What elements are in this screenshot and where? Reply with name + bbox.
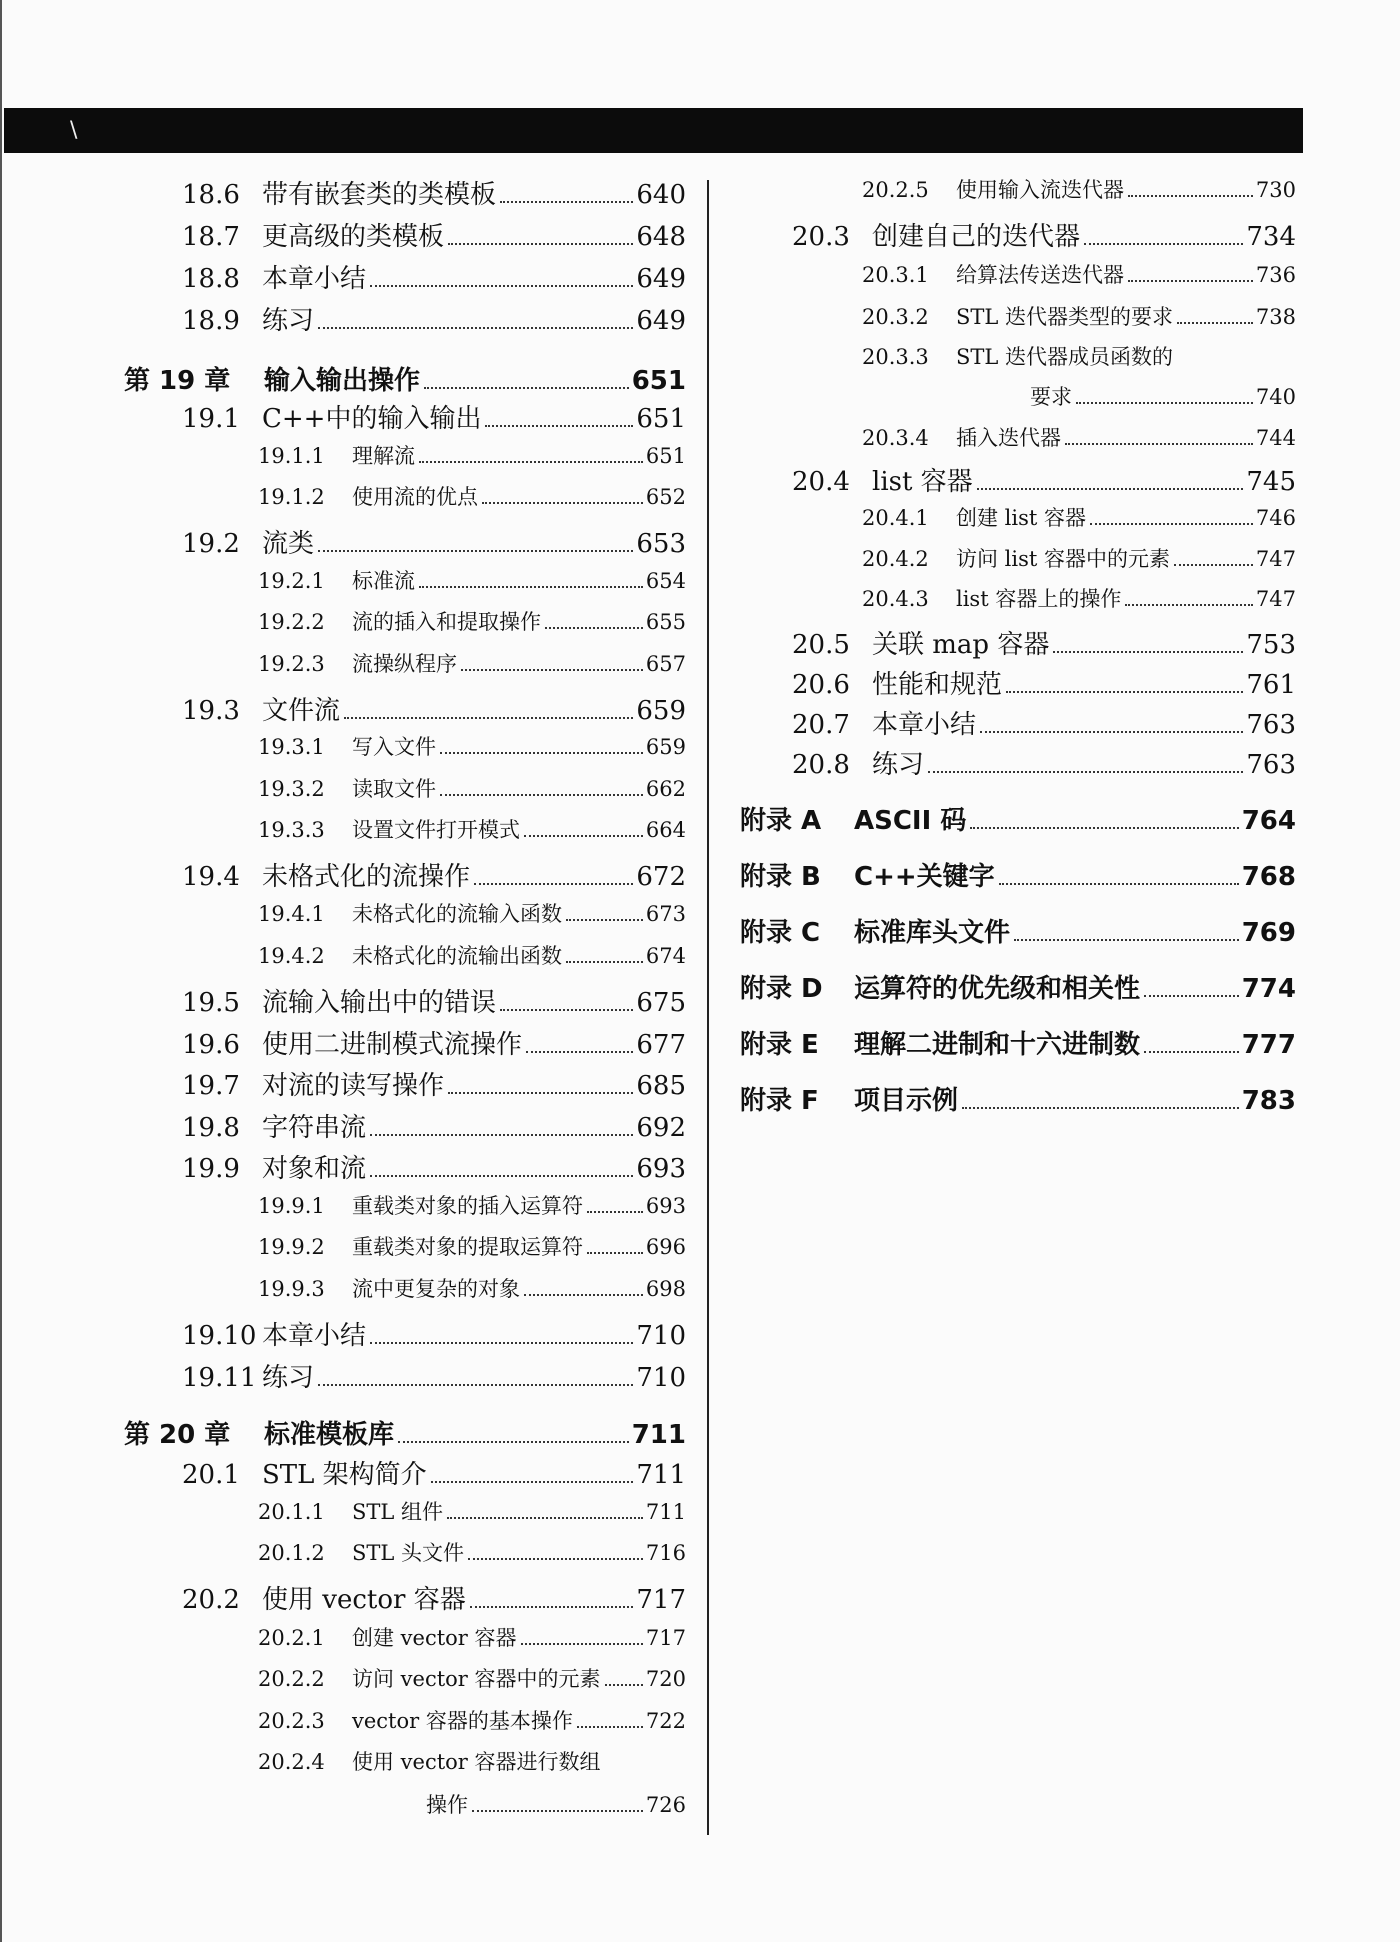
- toc-page-number: 677: [636, 1030, 686, 1060]
- leader-dots: [419, 586, 643, 588]
- toc-entry-title: list 容器上的操作: [956, 587, 1122, 611]
- leader-dots: [1084, 243, 1243, 245]
- toc-page-number: 662: [645, 777, 686, 801]
- toc-entry-number: 19.3: [182, 696, 240, 726]
- toc-entry-title: 创建 list 容器: [956, 506, 1086, 530]
- toc-page-number: 711: [645, 1500, 686, 1524]
- toc-entry-number: 19.1: [182, 404, 240, 434]
- toc-entry-number: 20.3.2: [862, 305, 929, 329]
- toc-entry-title: STL 头文件: [352, 1541, 465, 1565]
- leader-dots: [1065, 443, 1253, 445]
- toc-entry-title: 操作: [426, 1793, 468, 1817]
- leader-dots: [566, 919, 643, 921]
- toc-page-number: 763: [1246, 750, 1296, 780]
- toc-entry-number: 20.8: [792, 750, 850, 780]
- toc-page-number: 736: [1255, 263, 1296, 287]
- toc-entry-title: 更高级的类模板: [262, 222, 445, 252]
- leader-dots: [472, 1810, 643, 1812]
- toc-entry-number: 19.2.3: [258, 652, 325, 676]
- toc-page-number: 745: [1246, 467, 1296, 497]
- toc-entry-title: 访问 vector 容器中的元素: [352, 1667, 601, 1691]
- toc-entry: [182, 1107, 686, 1141]
- toc-entry: [862, 259, 1296, 293]
- toc-entry: [862, 543, 1296, 577]
- toc-entry: [182, 1148, 686, 1182]
- leader-dots: [526, 1051, 633, 1053]
- toc-page-number: 783: [1241, 1086, 1296, 1116]
- leader-dots: [440, 752, 643, 754]
- toc-entry-number: 18.6: [182, 180, 240, 210]
- toc-entry-number: 20.1.1: [258, 1500, 325, 1524]
- leader-dots: [419, 461, 643, 463]
- toc-page-number: 764: [1241, 806, 1296, 836]
- leader-dots: [461, 669, 643, 671]
- toc-entry: [182, 1454, 686, 1488]
- toc-entry-title: 访问 list 容器中的元素: [956, 547, 1170, 571]
- toc-entry-number: 20.4.2: [862, 547, 929, 571]
- toc-entry: [862, 381, 1296, 415]
- leader-dots: [1128, 280, 1253, 282]
- toc-page-number: 740: [1255, 385, 1296, 409]
- leader-dots: [524, 835, 643, 837]
- toc-entry: [258, 1537, 686, 1571]
- leader-dots: [398, 1441, 629, 1443]
- toc-page-number: 711: [631, 1420, 686, 1450]
- toc-entry: [862, 502, 1296, 536]
- toc-page-number: 722: [645, 1709, 686, 1733]
- toc-entry-title: 流中更复杂的对象: [352, 1277, 520, 1301]
- toc-entry: [258, 565, 686, 599]
- toc-page-number: 648: [636, 222, 686, 252]
- toc-entry: [258, 481, 686, 515]
- leader-dots: [1090, 523, 1253, 525]
- toc-entry-title: 练习: [262, 306, 315, 336]
- leader-dots: [605, 1684, 643, 1686]
- toc-page-number: 693: [636, 1154, 686, 1184]
- toc-entry-number: 19.9: [182, 1154, 240, 1184]
- toc-entry-title: 本章小结: [262, 1321, 367, 1351]
- toc-entry-number: 19.3.3: [258, 818, 325, 842]
- toc-entry-title: 标准模板库: [264, 1420, 395, 1450]
- toc-entry: [258, 440, 686, 474]
- toc-entry-number: 20.7: [792, 710, 850, 740]
- toc-entry-title: 运算符的优先级和相关性: [854, 974, 1141, 1004]
- toc-entry: [182, 1024, 686, 1058]
- leader-dots: [344, 717, 633, 719]
- toc-page-number: 774: [1241, 974, 1296, 1004]
- toc-entry-number: 19.5: [182, 988, 240, 1018]
- toc-entry-number: 附录 C: [740, 918, 821, 948]
- toc-page-number: 711: [636, 1460, 686, 1490]
- toc-entry: [182, 1357, 686, 1391]
- leader-dots: [447, 1517, 643, 1519]
- toc-entry: [182, 216, 686, 250]
- toc-entry: [258, 648, 686, 682]
- toc-entry-title: 流操纵程序: [352, 652, 457, 676]
- toc-page-number: 640: [636, 180, 686, 210]
- toc-entry-number: 18.8: [182, 264, 240, 294]
- toc-entry: [862, 174, 1296, 208]
- toc-entry-title: 标准流: [352, 569, 415, 593]
- toc-entry: [258, 1789, 686, 1823]
- toc-page-number: 653: [636, 529, 686, 559]
- toc-entry-number: 20.2.2: [258, 1667, 325, 1691]
- toc-page-number: 747: [1255, 547, 1296, 571]
- toc-entry: [862, 422, 1296, 456]
- toc-entry-number: 20.2: [182, 1585, 240, 1615]
- toc-entry-number: 19.9.1: [258, 1194, 325, 1218]
- leader-dots: [482, 502, 643, 504]
- toc-entry-number: 19.3.1: [258, 735, 325, 759]
- toc-entry-number: 19.2.2: [258, 610, 325, 634]
- toc-entry: [182, 690, 686, 724]
- leader-dots: [1014, 939, 1239, 941]
- toc-appendix-entry: [740, 912, 1296, 946]
- toc-entry: [182, 300, 686, 334]
- toc-entry-title: 重载类对象的提取运算符: [352, 1235, 583, 1259]
- toc-page-number: 698: [645, 1277, 686, 1301]
- toc-entry-title: ASCII 码: [854, 806, 967, 836]
- toc-entry-number: 19.7: [182, 1071, 240, 1101]
- page-left-edge: [0, 0, 2, 1942]
- leader-dots: [1177, 322, 1253, 324]
- toc-entry: [258, 1663, 686, 1697]
- leader-dots: [521, 1643, 643, 1645]
- toc-entry: [182, 856, 686, 890]
- toc-page-number: 763: [1246, 710, 1296, 740]
- leader-dots: [318, 1384, 633, 1386]
- toc-page-number: 720: [645, 1667, 686, 1691]
- toc-entry: [792, 216, 1296, 250]
- toc-entry: [182, 398, 686, 432]
- toc-entry: [182, 1579, 686, 1613]
- leader-dots: [587, 1211, 643, 1213]
- toc-entry: [258, 773, 686, 807]
- toc-entry-number: 19.4.2: [258, 944, 325, 968]
- toc-page-number: 717: [636, 1585, 686, 1615]
- toc-entry-title: 关联 map 容器: [872, 630, 1050, 660]
- leader-dots: [1125, 604, 1253, 606]
- toc-page-number: 769: [1241, 918, 1296, 948]
- toc-entry-number: 20.6: [792, 670, 850, 700]
- leader-dots: [468, 1558, 643, 1560]
- leader-dots: [587, 1252, 643, 1254]
- toc-page-number: 673: [645, 902, 686, 926]
- toc-page-number: 664: [645, 818, 686, 842]
- toc-entry-title: 文件流: [262, 696, 341, 726]
- toc-page-number: 651: [636, 404, 686, 434]
- toc-page-number: 649: [636, 264, 686, 294]
- toc-page-number: 734: [1246, 222, 1296, 252]
- toc-page-number: 651: [631, 366, 686, 396]
- toc-entry-title: 使用流的优点: [352, 485, 478, 509]
- toc-page-number: 692: [636, 1113, 686, 1143]
- leader-dots: [1053, 651, 1243, 653]
- toc-entry-title: 标准库头文件: [854, 918, 1011, 948]
- leader-dots: [448, 243, 633, 245]
- toc-entry-title: 流的插入和提取操作: [352, 610, 541, 634]
- header-mark: \: [70, 118, 78, 143]
- leader-dots: [566, 961, 643, 963]
- toc-entry-title: 要求: [1030, 385, 1072, 409]
- toc-page-number: 675: [636, 988, 686, 1018]
- leader-dots: [424, 387, 629, 389]
- toc-page-number: 717: [645, 1626, 686, 1650]
- toc-entry-number: 第 19 章: [124, 366, 231, 396]
- toc-entry-title: 创建自己的迭代器: [872, 222, 1081, 252]
- toc-page-number: 744: [1255, 426, 1296, 450]
- leader-dots: [500, 1009, 633, 1011]
- leader-dots: [370, 285, 633, 287]
- toc-page-number: 730: [1255, 178, 1296, 202]
- toc-entry-number: 20.4.1: [862, 506, 929, 530]
- toc-page-number: 651: [645, 444, 686, 468]
- toc-entry-title: vector 容器的基本操作: [352, 1709, 573, 1733]
- leader-dots: [440, 794, 643, 796]
- toc-page-number: 659: [636, 696, 686, 726]
- toc-entry: [258, 1190, 686, 1224]
- toc-entry-number: 19.4.1: [258, 902, 325, 926]
- toc-entry-number: 20.2.5: [862, 178, 929, 202]
- toc-page-number: 654: [645, 569, 686, 593]
- toc-entry: [792, 664, 1296, 698]
- toc-page-number: 738: [1255, 305, 1296, 329]
- leader-dots: [1128, 195, 1253, 197]
- leader-dots: [977, 488, 1244, 490]
- toc-entry-number: 20.2.1: [258, 1626, 325, 1650]
- toc-entry-title: 使用 vector 容器: [262, 1585, 466, 1615]
- leader-dots: [370, 1134, 633, 1136]
- toc-page-number: 716: [645, 1541, 686, 1565]
- leader-dots: [1076, 402, 1253, 404]
- leader-dots: [999, 883, 1239, 885]
- toc-entry-number: 20.3.3: [862, 345, 929, 369]
- toc-entry-title: C++关键字: [854, 862, 995, 892]
- toc-entry-title: 输入输出操作: [264, 366, 421, 396]
- toc-chapter-entry: [124, 360, 686, 394]
- toc-page-number: 777: [1241, 1030, 1296, 1060]
- toc-entry-title: 本章小结: [872, 710, 977, 740]
- toc-entry-number: 20.2.4: [258, 1750, 325, 1774]
- toc-entry: [182, 982, 686, 1016]
- toc-entry: [792, 744, 1296, 778]
- leader-dots: [1006, 691, 1243, 693]
- toc-entry-title: 流输入输出中的错误: [262, 988, 497, 1018]
- toc-entry-title: STL 迭代器类型的要求: [956, 305, 1174, 329]
- toc-entry-title: STL 组件: [352, 1500, 444, 1524]
- toc-entry: [182, 258, 686, 292]
- toc-entry-title: 未格式化的流输出函数: [352, 944, 562, 968]
- leader-dots: [1144, 1051, 1239, 1053]
- toc-entry-title: 未格式化的流输入函数: [352, 902, 562, 926]
- toc-entry-number: 19.1.2: [258, 485, 325, 509]
- leader-dots: [370, 1175, 633, 1177]
- toc-entry-number: 20.1: [182, 1460, 240, 1490]
- toc-entry: [862, 341, 1296, 375]
- toc-entry-title: 给算法传送迭代器: [956, 263, 1124, 287]
- toc-page-number: 710: [636, 1363, 686, 1393]
- toc-entry: [792, 624, 1296, 658]
- toc-appendix-entry: [740, 856, 1296, 890]
- toc-entry: [862, 301, 1296, 335]
- toc-entry: [258, 731, 686, 765]
- toc-entry-title: 使用输入流迭代器: [956, 178, 1124, 202]
- toc-entry: [792, 704, 1296, 738]
- toc-entry-title: 练习: [872, 750, 925, 780]
- toc-entry-number: 20.5: [792, 630, 850, 660]
- toc-entry: [258, 814, 686, 848]
- toc-entry-title: 对象和流: [262, 1154, 367, 1184]
- toc-page-number: 649: [636, 306, 686, 336]
- toc-entry-number: 19.9.3: [258, 1277, 325, 1301]
- toc-entry-number: 20.1.2: [258, 1541, 325, 1565]
- toc-entry: [182, 523, 686, 557]
- toc-entry-number: 附录 D: [740, 974, 823, 1004]
- toc-entry-title: 项目示例: [854, 1086, 959, 1116]
- toc-entry-title: 对流的读写操作: [262, 1071, 445, 1101]
- toc-entry-title: 设置文件打开模式: [352, 818, 520, 842]
- toc-appendix-entry: [740, 1080, 1296, 1114]
- toc-entry-title: 本章小结: [262, 264, 367, 294]
- leader-dots: [1144, 995, 1239, 997]
- toc-entry-number: 19.1.1: [258, 444, 325, 468]
- toc-entry-number: 附录 B: [740, 862, 821, 892]
- toc-entry: [792, 461, 1296, 495]
- toc-entry-number: 19.10: [182, 1321, 257, 1351]
- toc-entry-title: 写入文件: [352, 735, 436, 759]
- leader-dots: [1174, 564, 1253, 566]
- toc-page-number: 761: [1246, 670, 1296, 700]
- toc-entry-number: 19.11: [182, 1363, 257, 1393]
- toc-entry-number: 第 20 章: [124, 1420, 231, 1450]
- toc-entry: [182, 174, 686, 208]
- leader-dots: [470, 1606, 634, 1608]
- toc-entry-number: 19.6: [182, 1030, 240, 1060]
- toc-entry-number: 20.2.3: [258, 1709, 325, 1733]
- toc-entry: [862, 583, 1296, 617]
- toc-page-number: 685: [636, 1071, 686, 1101]
- toc-entry-title: 创建 vector 容器: [352, 1626, 517, 1650]
- toc-page-number: 652: [645, 485, 686, 509]
- toc-entry-title: C++中的输入输出: [262, 404, 482, 434]
- toc-entry-title: 未格式化的流操作: [262, 862, 471, 892]
- header-bar: [4, 108, 1303, 153]
- toc-entry-title: 插入迭代器: [956, 426, 1061, 450]
- toc-entry-number: 19.9.2: [258, 1235, 325, 1259]
- toc-entry-number: 20.3: [792, 222, 850, 252]
- leader-dots: [448, 1092, 633, 1094]
- toc-page-number: 768: [1241, 862, 1296, 892]
- toc-entry-number: 19.4: [182, 862, 240, 892]
- leader-dots: [962, 1107, 1239, 1109]
- toc-entry-number: 20.3.4: [862, 426, 929, 450]
- toc-entry-number: 20.4: [792, 467, 850, 497]
- toc-entry: [258, 1273, 686, 1307]
- toc-page-number: 655: [645, 610, 686, 634]
- toc-page-number: 657: [645, 652, 686, 676]
- toc-entry-title: 使用 vector 容器进行数组: [352, 1750, 601, 1774]
- toc-entry-number: 附录 F: [740, 1086, 819, 1116]
- leader-dots: [431, 1481, 634, 1483]
- leader-dots: [980, 731, 1243, 733]
- leader-dots: [928, 771, 1243, 773]
- toc-entry-title: 重载类对象的插入运算符: [352, 1194, 583, 1218]
- leader-dots: [474, 883, 633, 885]
- toc-page-number: 726: [645, 1793, 686, 1817]
- toc-entry-number: 附录 E: [740, 1030, 819, 1060]
- toc-appendix-entry: [740, 968, 1296, 1002]
- toc-entry: [258, 606, 686, 640]
- toc-entry: [258, 1622, 686, 1656]
- toc-entry-title: 带有嵌套类的类模板: [262, 180, 497, 210]
- toc-entry-number: 19.2: [182, 529, 240, 559]
- toc-entry-title: STL 架构简介: [262, 1460, 427, 1490]
- toc-page-number: 674: [645, 944, 686, 968]
- toc-appendix-entry: [740, 800, 1296, 834]
- leader-dots: [370, 1342, 633, 1344]
- toc-entry-number: 20.3.1: [862, 263, 929, 287]
- toc-entry: [258, 1746, 686, 1780]
- toc-entry-number: 19.3.2: [258, 777, 325, 801]
- leader-dots: [500, 201, 633, 203]
- toc-page-number: 672: [636, 862, 686, 892]
- leader-dots: [318, 550, 633, 552]
- column-divider: [707, 180, 709, 1835]
- toc-page-number: 693: [645, 1194, 686, 1218]
- toc-entry: [258, 1231, 686, 1265]
- toc-entry-number: 19.2.1: [258, 569, 325, 593]
- toc-entry-number: 20.4.3: [862, 587, 929, 611]
- leader-dots: [524, 1294, 643, 1296]
- toc-entry-title: list 容器: [872, 467, 973, 497]
- toc-entry-title: 读取文件: [352, 777, 436, 801]
- toc-entry-number: 19.8: [182, 1113, 240, 1143]
- toc-entry-number: 附录 A: [740, 806, 822, 836]
- toc-entry-title: 性能和规范: [872, 670, 1003, 700]
- toc-page-number: 746: [1255, 506, 1296, 530]
- toc-page-number: 747: [1255, 587, 1296, 611]
- toc-page-number: 659: [645, 735, 686, 759]
- toc-appendix-entry: [740, 1024, 1296, 1058]
- toc-entry-number: 18.9: [182, 306, 240, 336]
- toc-entry-title: 理解流: [352, 444, 415, 468]
- toc-page-number: 753: [1246, 630, 1296, 660]
- toc-entry: [258, 940, 686, 974]
- toc-entry: [182, 1315, 686, 1349]
- leader-dots: [318, 327, 633, 329]
- toc-entry-title: 字符串流: [262, 1113, 367, 1143]
- toc-page-number: 696: [645, 1235, 686, 1259]
- leader-dots: [545, 627, 643, 629]
- toc-entry: [258, 1705, 686, 1739]
- toc-entry-title: 理解二进制和十六进制数: [854, 1030, 1141, 1060]
- leader-dots: [485, 425, 633, 427]
- toc-chapter-entry: [124, 1414, 686, 1448]
- toc-entry-title: 练习: [262, 1363, 315, 1393]
- toc-entry-number: 18.7: [182, 222, 240, 252]
- toc-page-number: 710: [636, 1321, 686, 1351]
- toc-entry-title: STL 迭代器成员函数的: [956, 345, 1174, 369]
- toc-entry-title: 流类: [262, 529, 315, 559]
- toc-entry: [182, 1065, 686, 1099]
- leader-dots: [970, 827, 1238, 829]
- toc-entry: [258, 1496, 686, 1530]
- toc-entry-title: 使用二进制模式流操作: [262, 1030, 523, 1060]
- toc-entry: [258, 898, 686, 932]
- leader-dots: [577, 1726, 643, 1728]
